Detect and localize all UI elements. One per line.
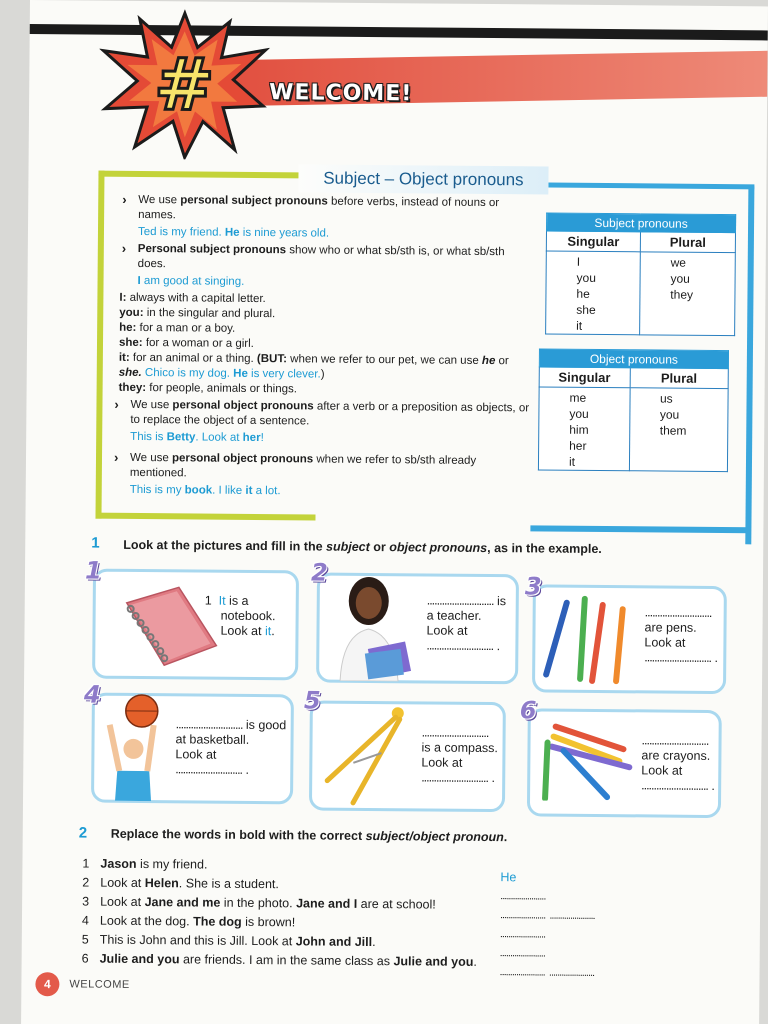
card-6-text: ........................... are crayons. Look at ........................... .	[641, 733, 715, 794]
def-he: he: for a man or a boy.	[119, 321, 236, 335]
rule-subject-2: › Personal subject pronouns show who or what sb/sth is, or what sb/sth does.	[114, 242, 534, 276]
list-item: 1 Jason is my friend.	[82, 856, 208, 872]
exercise-2-number: 2	[78, 824, 88, 842]
card-number-badge: 3	[524, 572, 542, 601]
answer-blank: ......................	[500, 890, 546, 903]
table-caption: Subject pronouns	[547, 213, 736, 233]
card-number-badge: 6	[519, 696, 537, 725]
answer-blank: ...........................	[175, 762, 243, 777]
pronoun: he	[576, 286, 590, 301]
table-header-singular: Singular	[539, 367, 630, 388]
textbook-page	[21, 0, 768, 1024]
rule-object-2-example: This is my book. I like it a lot.	[129, 483, 281, 498]
card-4-text: ........................... is good at basketball. Look at ........................... .	[175, 717, 287, 777]
table-header-singular: Singular	[546, 231, 640, 252]
exercise-2-items	[82, 854, 503, 972]
page-number-badge: 4	[35, 972, 59, 996]
table-cell-plural	[629, 388, 728, 472]
def-it: it: for an animal or a thing. (BUT: when we refer to our pet, we can use he or she. Chico is my dog. He is very clever.)	[118, 351, 509, 381]
pronoun: you	[576, 270, 597, 285]
rule-object-1-example: This is Betty. Look at her!	[130, 430, 264, 445]
answer-blank: ...........................	[421, 725, 489, 741]
pronoun: it	[568, 454, 576, 469]
grammar-box-border	[548, 183, 754, 190]
pronoun: him	[569, 422, 589, 437]
compass-image	[319, 703, 418, 808]
card-1-text: 1 It is a notebook. Look at it.	[204, 593, 276, 639]
hashtag-burst-logo	[99, 9, 270, 160]
table-cell-singular	[546, 251, 641, 335]
rule-subject-2-example: I am good at singing.	[137, 274, 245, 288]
basketball-player-image	[97, 691, 178, 802]
pronoun: it	[576, 318, 583, 333]
list-item: 5 This is John and this is Jill. Look at John and Jill.	[81, 932, 376, 950]
answer-blank: ...........................	[644, 650, 712, 665]
pronoun: they	[670, 287, 694, 302]
def-you: you: in the singular and plural.	[119, 306, 276, 321]
answer-blank: ...........................	[641, 733, 709, 748]
def-i: I: always with a capital letter.	[119, 291, 266, 306]
hashtag-icon: #	[153, 42, 215, 127]
answer-blank: ......................	[499, 928, 546, 941]
card-number-badge: 2	[310, 558, 328, 587]
card-number-badge: 4	[83, 680, 101, 709]
exercise-2-answers	[499, 868, 680, 984]
notebook-image	[108, 583, 219, 670]
grammar-title: Subject – Object pronouns	[298, 164, 548, 194]
pronoun: you	[659, 407, 680, 422]
def-they: they: for people, animals or things.	[118, 381, 298, 396]
subject-pronouns-table	[545, 213, 736, 337]
card-2-text: ........................... is a teacher. Look at ........................... .	[426, 593, 507, 654]
pronoun: me	[569, 390, 587, 405]
answer-example: He	[500, 870, 517, 885]
pronoun: she	[576, 302, 596, 317]
exercise-1-number: 1	[91, 534, 100, 552]
crayons-image	[535, 716, 636, 801]
answer-blank: ...................... ......................	[499, 966, 595, 979]
answer-blank: ...........................	[426, 638, 494, 654]
exercise-1-instruction: Look at the pictures and fill in the subject or object pronouns, as in the example.	[123, 537, 602, 557]
pronoun: her	[569, 438, 587, 453]
grammar-box-border	[95, 513, 315, 521]
pronoun: I	[576, 254, 581, 269]
object-pronouns-table	[538, 348, 729, 472]
grammar-box-border	[98, 171, 328, 179]
card-number-badge: 1	[84, 556, 102, 585]
table-cell-singular	[538, 387, 629, 471]
answer-blank: ...........................	[426, 593, 494, 609]
answer-blank: ...........................	[175, 717, 243, 732]
pronoun: you	[569, 406, 589, 421]
pronoun: you	[670, 271, 690, 286]
table-header-plural: Plural	[640, 232, 735, 253]
table-cell-plural	[639, 252, 735, 336]
def-she: she: for a woman or a girl.	[118, 336, 254, 350]
table-header-plural: Plural	[630, 368, 729, 389]
rule-subject-1-example: Ted is my friend. He is nine years old.	[137, 225, 330, 240]
answer-blank: ...................... ......................	[499, 909, 595, 922]
answer-blank: ...........................	[421, 770, 489, 786]
pens-image	[536, 594, 633, 687]
card-5-text: ........................... is a compass. Look at ........................... .	[421, 725, 498, 786]
exercise-2-instruction: Replace the words in bold with the correct subject/object pronoun.	[110, 826, 508, 845]
answer-blank: ......................	[499, 947, 546, 960]
list-item: 2 Look at Helen. She is a student.	[82, 875, 279, 892]
rule-object-2: › We use personal object pronouns when we refer to sb/sth already mentioned.	[112, 451, 532, 485]
list-item: 3 Look at Jane and me in the photo. Jane and I are at school!	[82, 894, 436, 912]
rule-object-1: › We use personal object pronouns after a verb or a preposition as objects, or to replace the object of a sentence.	[112, 398, 532, 432]
welcome-banner: WELCOME!	[269, 80, 413, 107]
grammar-box-border	[745, 186, 754, 544]
card-3-text: ........................... are pens. Look at ........................... .	[644, 605, 719, 666]
pronoun: we	[670, 255, 687, 270]
table-caption: Object pronouns	[539, 349, 728, 369]
grammar-rules	[112, 193, 535, 504]
grammar-box-border	[95, 171, 104, 519]
card-number-badge: 5	[303, 686, 321, 715]
teacher-image	[322, 577, 415, 682]
rule-subject-1: › We use personal subject pronouns before verbs, instead of nouns or names.	[114, 193, 534, 227]
list-item: 4 Look at the dog. The dog is brown!	[81, 913, 296, 930]
footer-section-label: WELCOME	[69, 978, 130, 991]
answer-blank: ...........................	[641, 778, 709, 793]
grammar-box-border	[530, 525, 750, 533]
list-item: 6 Julie and you are friends. I am in the same class as Julie and you.	[81, 951, 477, 969]
pronoun: them	[659, 423, 687, 438]
pronoun: us	[659, 391, 673, 406]
answer-blank: ...........................	[644, 605, 712, 620]
